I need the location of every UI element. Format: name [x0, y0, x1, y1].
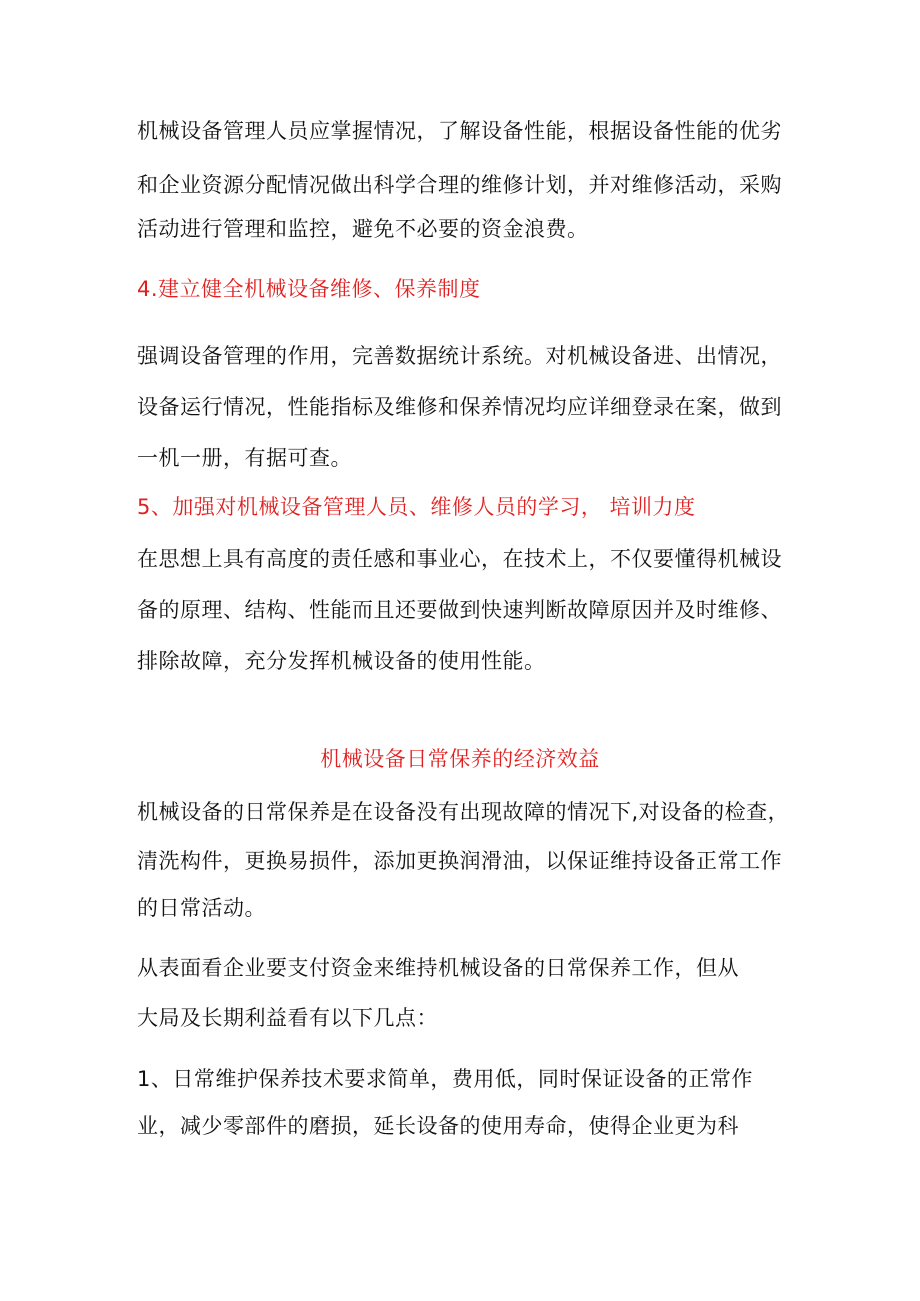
paragraph-line: 从表面看企业要支付资金来维持机械设备的日常保养工作，但从	[137, 956, 739, 980]
section-heading-4: 4.建立健全机械设备维修、保养制度	[137, 277, 481, 301]
paragraph-line: 活动进行管理和监控，避免不必要的资金浪费。	[137, 217, 589, 241]
paragraph-line: 备的原理、结构、性能而且还要做到快速判断故障原因并及时维修、	[137, 598, 782, 622]
paragraph-line: 清洗构件，更换易损件，添加更换润滑油，以保证维持设备正常工作	[137, 849, 782, 873]
paragraph-line: 业，减少零部件的磨损，延长设备的使用寿命，使得企业更为科	[137, 1114, 739, 1138]
paragraph-line: 设备运行情况，性能指标及维修和保养情况均应详细登录在案，做到	[137, 395, 782, 419]
paragraph-line: 在思想上具有高度的责任感和事业心，在技术上，不仅要懂得机械设	[137, 547, 782, 571]
paragraph-line: 强调设备管理的作用，完善数据统计系统。对机械设备进、出情况，	[137, 344, 782, 368]
paragraph-line: 机械设备的日常保养是在设备没有出现故障的情况下,对设备的检查，	[137, 800, 790, 824]
section-heading-5: 5、加强对机械设备管理人员、维修人员的学习， 培训力度	[137, 495, 696, 519]
paragraph-line: 排除故障，充分发挥机械设备的使用性能。	[137, 649, 546, 673]
paragraph-line: 和企业资源分配情况做出科学合理的维修计划，并对维修活动，采购	[137, 173, 782, 197]
paragraph-line: 大局及长期利益看有以下几点：	[137, 1006, 438, 1030]
paragraph-line: 机械设备管理人员应掌握情况，了解设备性能，根据设备性能的优劣	[137, 119, 782, 143]
paragraph-line: 1、日常维护保养技术要求简单，费用低，同时保证设备的正常作	[137, 1067, 753, 1091]
section-title: 机械设备日常保养的经济效益	[320, 747, 600, 771]
paragraph-line: 的日常活动。	[137, 896, 266, 920]
paragraph-line: 一机一册，有据可查。	[137, 446, 352, 470]
